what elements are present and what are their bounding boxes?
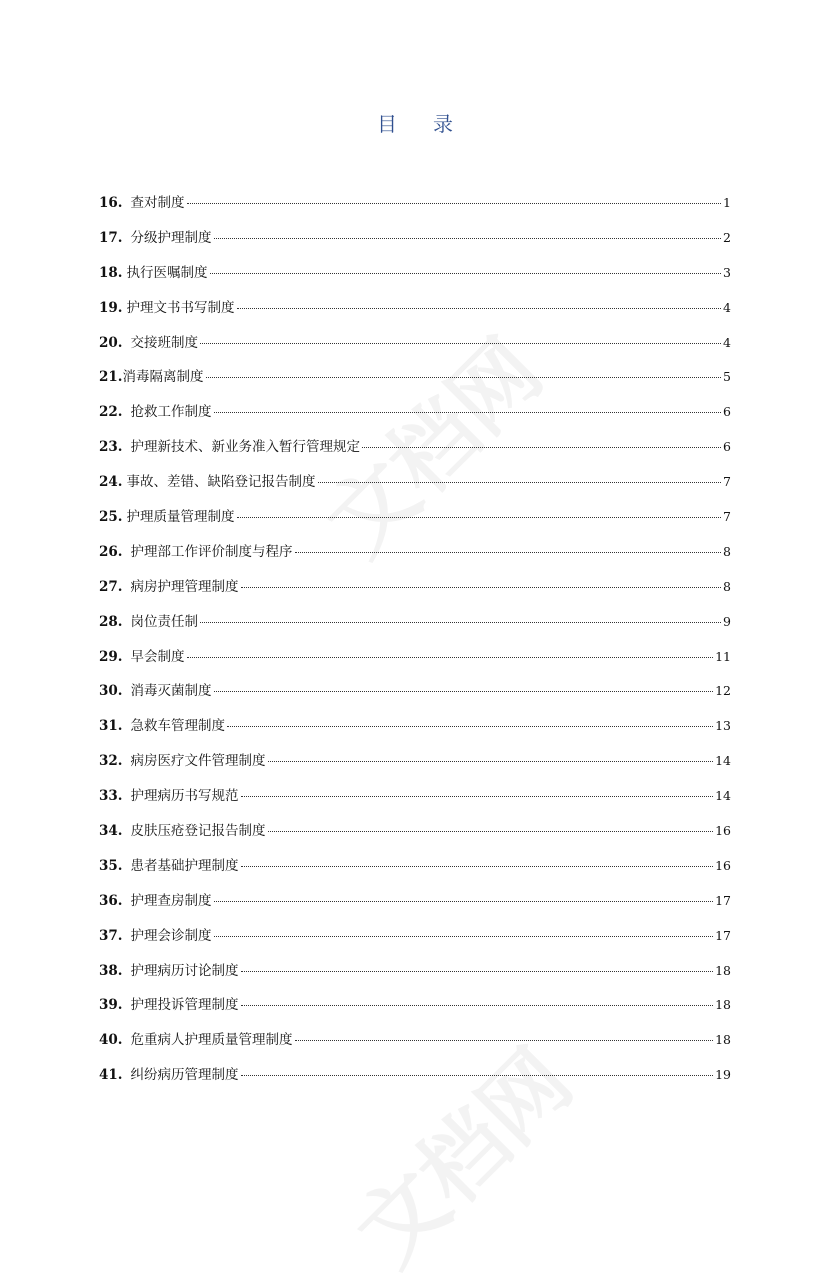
toc-leader-dots <box>214 412 722 413</box>
toc-entry-number: 19. <box>99 299 123 316</box>
toc-entry-page: 8 <box>723 543 731 559</box>
toc-leader-dots <box>237 308 722 309</box>
toc-entry-number: 23. <box>99 439 123 456</box>
toc-entry-label: 患者基础护理制度 <box>130 857 239 874</box>
toc-entry-page: 7 <box>723 474 731 490</box>
toc-entry-number: 25. <box>99 509 123 526</box>
toc-entry-number: 39. <box>99 997 123 1014</box>
toc-entry-page: 8 <box>723 578 731 594</box>
watermark: 文档网 <box>338 1031 592 1285</box>
toc-entry-label: 急救车管理制度 <box>130 718 225 735</box>
toc-entry-label: 护理新技术、新业务准入暂行管理规定 <box>130 439 360 456</box>
toc-entry-label: 护理查房制度 <box>130 892 212 909</box>
table-of-contents <box>99 191 731 1098</box>
toc-entry-page: 14 <box>715 788 731 804</box>
toc-entry-number: 20. <box>99 334 123 351</box>
toc-entry-page: 7 <box>723 509 731 525</box>
toc-entry[interactable] <box>99 714 731 749</box>
toc-leader-dots <box>295 1040 714 1041</box>
toc-leader-dots <box>214 901 714 902</box>
toc-entry-label: 皮肤压疮登记报告制度 <box>130 823 266 840</box>
toc-leader-dots <box>241 971 714 972</box>
watermark: 文档网 <box>308 321 562 575</box>
toc-entry-number: 27. <box>99 578 123 595</box>
toc-entry-page: 14 <box>715 753 731 769</box>
toc-entry-page: 5 <box>723 369 731 385</box>
toc-entry[interactable] <box>99 505 731 540</box>
toc-entry-label: 分级护理制度 <box>130 229 212 246</box>
toc-entry-number: 29. <box>99 648 123 665</box>
toc-entry-page: 17 <box>715 927 731 943</box>
toc-entry-page: 12 <box>715 683 731 699</box>
toc-entry-label: 执行医嘱制度 <box>126 264 208 281</box>
toc-entry[interactable] <box>99 610 731 645</box>
toc-leader-dots <box>241 1075 714 1076</box>
toc-entry-number: 35. <box>99 857 123 874</box>
toc-entry-label: 护理部工作评价制度与程序 <box>130 543 293 560</box>
toc-entry[interactable] <box>99 749 731 784</box>
toc-entry[interactable] <box>99 400 731 435</box>
toc-entry[interactable] <box>99 261 731 296</box>
toc-entry[interactable] <box>99 191 731 226</box>
toc-entry-page: 6 <box>723 404 731 420</box>
toc-entry-page: 13 <box>715 718 731 734</box>
toc-entry-number: 24. <box>99 474 123 491</box>
toc-entry-label: 交接班制度 <box>130 334 198 351</box>
toc-leader-dots <box>237 517 722 518</box>
toc-leader-dots <box>241 796 714 797</box>
toc-entry-page: 3 <box>723 264 731 280</box>
toc-entry[interactable] <box>99 331 731 366</box>
toc-entry-page: 16 <box>715 823 731 839</box>
toc-entry-label: 岗位责任制 <box>130 613 198 630</box>
toc-entry[interactable] <box>99 226 731 261</box>
toc-entry[interactable] <box>99 435 731 470</box>
toc-leader-dots <box>214 691 714 692</box>
toc-entry-label: 消毒灭菌制度 <box>130 683 212 700</box>
toc-entry-page: 9 <box>723 613 731 629</box>
toc-entry[interactable] <box>99 993 731 1028</box>
toc-entry[interactable] <box>99 679 731 714</box>
toc-leader-dots <box>214 936 714 937</box>
toc-entry-label: 抢救工作制度 <box>130 404 212 421</box>
toc-entry[interactable] <box>99 854 731 889</box>
toc-entry[interactable] <box>99 540 731 575</box>
toc-entry-page: 1 <box>723 195 731 210</box>
toc-entry-number: 31. <box>99 718 123 735</box>
toc-entry[interactable] <box>99 296 731 331</box>
toc-entry-label: 事故、差错、缺陷登记报告制度 <box>126 474 316 491</box>
toc-leader-dots <box>241 1005 714 1006</box>
toc-entry[interactable] <box>99 819 731 854</box>
toc-entry-page: 18 <box>715 962 731 978</box>
toc-entry-page: 17 <box>715 892 731 908</box>
toc-leader-dots <box>206 377 722 378</box>
toc-entry-number: 33. <box>99 788 123 805</box>
toc-entry-number: 17. <box>99 229 123 246</box>
toc-entry-page: 18 <box>715 997 731 1013</box>
toc-leader-dots <box>362 447 721 448</box>
toc-entry-label: 护理会诊制度 <box>130 927 212 944</box>
toc-leader-dots <box>214 238 722 239</box>
toc-entry-page: 16 <box>715 857 731 873</box>
toc-entry-label: 早会制度 <box>130 648 185 665</box>
toc-leader-dots <box>268 831 714 832</box>
toc-entry-number: 34. <box>99 823 123 840</box>
toc-entry-number: 30. <box>99 683 123 700</box>
toc-leader-dots <box>241 587 722 588</box>
page-title <box>0 108 830 137</box>
toc-leader-dots <box>268 761 714 762</box>
toc-entry-page: 4 <box>723 334 731 350</box>
toc-entry-page: 18 <box>715 1032 731 1048</box>
toc-entry[interactable] <box>99 1063 731 1098</box>
toc-leader-dots <box>187 657 714 658</box>
toc-entry-label: 护理病历书写规范 <box>130 788 239 805</box>
toc-entry-label: 消毒隔离制度 <box>122 369 204 386</box>
toc-entry[interactable] <box>99 575 731 610</box>
toc-entry-label: 查对制度 <box>130 195 185 211</box>
toc-entry-page: 2 <box>723 229 731 245</box>
toc-entry-label: 病房医疗文件管理制度 <box>130 753 266 770</box>
toc-entry-number: 16. <box>99 195 123 211</box>
toc-leader-dots <box>187 203 722 204</box>
title-char: 录 <box>433 112 453 136</box>
toc-entry-number: 28. <box>99 613 123 630</box>
toc-entry-number: 41. <box>99 1067 123 1084</box>
toc-entry-page: 11 <box>715 648 731 664</box>
toc-entry-number: 32. <box>99 753 123 770</box>
toc-entry-label: 危重病人护理质量管理制度 <box>130 1032 293 1049</box>
toc-leader-dots <box>210 273 722 274</box>
toc-entry-number: 21. <box>99 369 123 386</box>
toc-entry[interactable] <box>99 889 731 924</box>
toc-entry-number: 36. <box>99 892 123 909</box>
toc-entry[interactable] <box>99 470 731 505</box>
toc-entry-label: 纠纷病历管理制度 <box>130 1067 239 1084</box>
toc-leader-dots <box>227 726 713 727</box>
toc-entry-number: 26. <box>99 543 123 560</box>
toc-entry-label: 护理文书书写制度 <box>126 299 235 316</box>
toc-entry[interactable] <box>99 365 731 400</box>
toc-entry[interactable] <box>99 1028 731 1063</box>
title-char: 目 <box>377 112 397 136</box>
toc-entry-number: 40. <box>99 1032 123 1049</box>
toc-entry-number: 37. <box>99 927 123 944</box>
toc-entry-page: 6 <box>723 439 731 455</box>
toc-entry-number: 38. <box>99 962 123 979</box>
toc-entry-label: 护理病历讨论制度 <box>130 962 239 979</box>
toc-entry-number: 18. <box>99 264 123 281</box>
toc-entry[interactable] <box>99 924 731 959</box>
toc-entry-label: 病房护理管理制度 <box>130 578 239 595</box>
toc-entry-number: 22. <box>99 404 123 421</box>
toc-leader-dots <box>200 343 721 344</box>
toc-entry-label: 护理投诉管理制度 <box>130 997 239 1014</box>
toc-entry[interactable] <box>99 645 731 680</box>
toc-entry-label: 护理质量管理制度 <box>126 509 235 526</box>
toc-entry[interactable] <box>99 959 731 994</box>
toc-leader-dots <box>318 482 722 483</box>
toc-entry[interactable] <box>99 784 731 819</box>
toc-leader-dots <box>241 866 714 867</box>
toc-entry-page: 4 <box>723 299 731 315</box>
toc-leader-dots <box>200 622 721 623</box>
toc-leader-dots <box>295 552 722 553</box>
toc-entry-page: 19 <box>715 1067 731 1083</box>
